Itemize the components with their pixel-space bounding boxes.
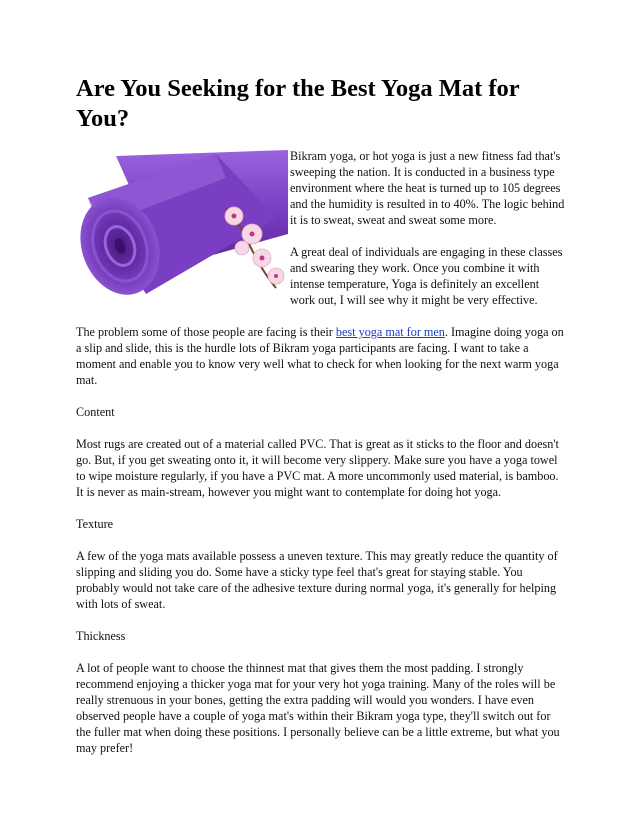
heading-texture: Texture [76,517,114,531]
paragraph-3-start: The problem some of those people are facing is their [76,325,336,339]
paragraph-5: A few of the yoga mats available possess a uneven texture. This may greatly reduce the quantity of slipping and sliding you do. Some have a sticky type feel that's great for staying stable. You probably would not take care of the adhesive texture during normal yoga, it's generally for helping with lots of sweat. [76,549,558,611]
paragraph-3 [76,324,566,388]
paragraph-3-end: . Imagine doing yoga on a slip and slide, this is the hurdle lots of Bikram yoga participants are facing. I want to take a moment and enable you to know very well what to check for when looking for the next warm yoga mat. [76,325,564,387]
paragraph-1: Bikram yoga, or hot yoga is just a new fitness fad that's sweeping the nation. It is conducted in a business type environment where the heat is turned up to 105 degrees and the humidity is resulted in to 40%. The logic behind it is to sweat, sweat and sweat some more. [290,149,565,227]
yoga-mat-with-orchids-image [76,148,288,300]
page-title: Are You Seeking for the Best Yoga Mat for You? [76,75,520,132]
intro-paragraph [76,148,566,228]
heading-thickness: Thickness [76,629,126,643]
article-body [76,148,566,772]
paragraph-2: A great deal of individuals are engaging in these classes and swearing they work. Once you combine it with intense temperature, Yoga is definitely an excellent work out, I will see why it might be very effective. [290,245,563,307]
paragraph-4: Most rugs are created out of a material called PVC. That is great as it sticks to the floor and doesn't go. But, if you get sweating onto it, it will become very slippery. Make sure you have a yoga towel to wipe moisture regularly, if you have a PVC mat. A more uncommonly used material, is bamboo. It is never as main-stream, however you might want to contemplate for doing hot yoga. [76,437,559,499]
paragraph-6: A lot of people want to choose the thinnest mat that gives them the most padding. I strongly recommend enjoying a thicker yoga mat for your very hot yoga training. Many of the roles will be really strenuous in your bones, getting the extra padding will would you wonders. I have even observed people have a couple of yoga mat's within their Bikram yoga type, they'll switch out for the fuller mat when doing these positions. I personally believe can be a little extreme, but what you may prefer! [76,661,560,755]
best-yoga-mat-link[interactable]: best yoga mat for men [335,325,445,339]
heading-content: Content [76,405,115,419]
